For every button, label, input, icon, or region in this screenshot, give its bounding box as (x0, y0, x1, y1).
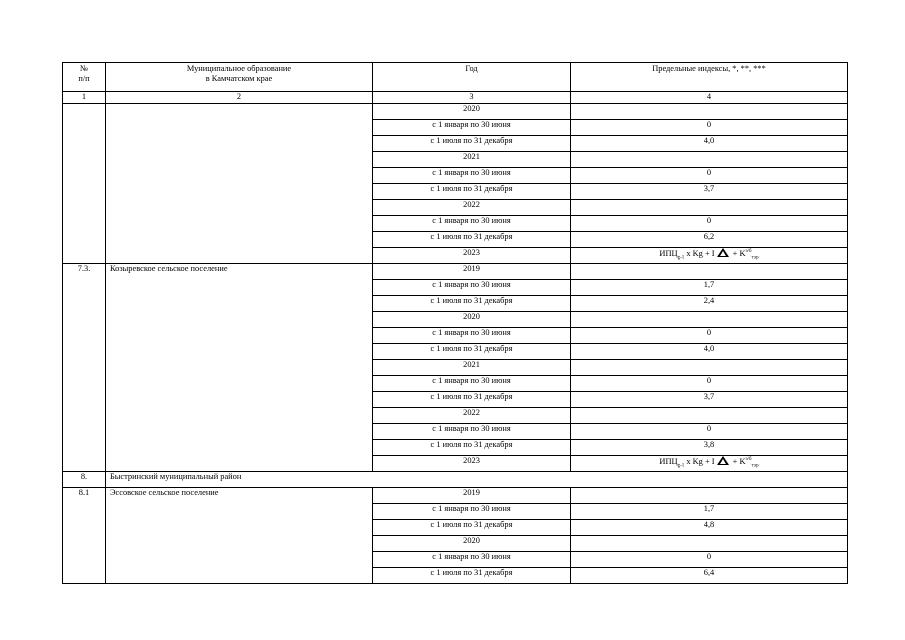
row-number-cell (63, 504, 106, 520)
header-number (63, 63, 106, 92)
row-number-cell (63, 216, 106, 232)
row-number-cell (63, 104, 106, 120)
row-number-cell (63, 392, 106, 408)
formula-sub: тэр (751, 463, 759, 469)
municipality-cell (106, 232, 373, 248)
formula-sub: тэр (751, 255, 759, 261)
municipality-cell (106, 328, 373, 344)
municipality-cell (106, 536, 373, 552)
year-cell: 2019 (373, 264, 571, 280)
index-formula-cell (571, 456, 848, 472)
index-value-cell (571, 536, 848, 552)
table-row (63, 296, 848, 312)
column-number: 2 (106, 92, 373, 104)
row-number-cell (63, 408, 106, 424)
index-value-cell (571, 200, 848, 216)
municipality-cell (106, 104, 373, 120)
municipality-cell (106, 216, 373, 232)
municipality-cell (106, 392, 373, 408)
municipality-cell (106, 408, 373, 424)
table-row (63, 312, 848, 328)
index-formula (659, 249, 759, 261)
index-value-cell (571, 264, 848, 280)
header-year: Год (373, 63, 571, 92)
header-municipality-line1: Муниципальное образование (186, 64, 292, 73)
year-cell: с 1 июля по 31 декабря (373, 344, 571, 360)
row-number-cell (63, 568, 106, 584)
header-municipality (106, 63, 373, 92)
municipality-cell (106, 248, 373, 264)
row-number-cell: 8. (63, 472, 106, 488)
year-cell: с 1 января по 30 июня (373, 424, 571, 440)
formula-part: x Kg + I (684, 457, 715, 466)
index-value-cell: 2,4 (571, 296, 848, 312)
delta-icon (717, 456, 729, 465)
index-value-cell (571, 104, 848, 120)
row-number-cell (63, 552, 106, 568)
formula-part: ИПЦ (659, 249, 678, 258)
row-number-cell (63, 120, 106, 136)
row-number-cell (63, 312, 106, 328)
table-row (63, 568, 848, 584)
table-row (63, 488, 848, 504)
row-number-cell (63, 184, 106, 200)
table-row (63, 408, 848, 424)
index-value-cell: 6,4 (571, 568, 848, 584)
table-row (63, 216, 848, 232)
table-row (63, 392, 848, 408)
formula-sup: э/б (745, 457, 752, 463)
row-number-cell (63, 168, 106, 184)
table-row (63, 184, 848, 200)
year-cell: с 1 июля по 31 декабря (373, 520, 571, 536)
year-cell: с 1 января по 30 июня (373, 120, 571, 136)
municipality-cell (106, 152, 373, 168)
index-formula (659, 457, 759, 469)
header-indices: Предельные индексы, *, **, *** (571, 63, 848, 92)
table-row (63, 264, 848, 280)
municipality-cell (106, 344, 373, 360)
index-value-cell: 0 (571, 216, 848, 232)
index-value-cell (571, 152, 848, 168)
index-value-cell (571, 360, 848, 376)
municipality-cell (106, 440, 373, 456)
index-formula-cell (571, 248, 848, 264)
row-number-cell (63, 248, 106, 264)
row-number-cell (63, 424, 106, 440)
year-cell: 2023 (373, 248, 571, 264)
table-header-row (63, 63, 848, 92)
municipality-cell (106, 360, 373, 376)
row-number-cell (63, 440, 106, 456)
table-row (63, 376, 848, 392)
formula-sub: g-1 (677, 463, 685, 469)
municipality-cell: Быстринский муниципальный район (106, 472, 848, 488)
table-row (63, 328, 848, 344)
table-row (63, 440, 848, 456)
municipality-cell (106, 552, 373, 568)
table-row (63, 552, 848, 568)
year-cell: с 1 июля по 31 декабря (373, 184, 571, 200)
year-cell: 2019 (373, 488, 571, 504)
index-value-cell: 0 (571, 376, 848, 392)
row-number-cell (63, 360, 106, 376)
municipality-cell: Козыревское сельское поселение (106, 264, 373, 280)
year-cell: 2020 (373, 312, 571, 328)
index-value-cell: 0 (571, 120, 848, 136)
row-number-cell: 7.3. (63, 264, 106, 280)
index-value-cell: 3,7 (571, 392, 848, 408)
row-number-cell (63, 232, 106, 248)
year-cell: 2022 (373, 408, 571, 424)
municipality-cell (106, 312, 373, 328)
index-value-cell: 4,0 (571, 344, 848, 360)
municipality-cell (106, 376, 373, 392)
table-row (63, 504, 848, 520)
municipality-cell (106, 520, 373, 536)
formula-part: x Kg + I (684, 249, 715, 258)
index-table (62, 62, 848, 584)
municipality-cell (106, 136, 373, 152)
table-row (63, 280, 848, 296)
row-number-cell (63, 152, 106, 168)
index-value-cell (571, 488, 848, 504)
year-cell: 2023 (373, 456, 571, 472)
table-row (63, 472, 848, 488)
row-number-cell (63, 136, 106, 152)
row-number-cell (63, 200, 106, 216)
year-cell: с 1 января по 30 июня (373, 376, 571, 392)
year-cell: с 1 января по 30 июня (373, 280, 571, 296)
table-row (63, 536, 848, 552)
formula-part: + K (730, 457, 746, 466)
index-value-cell: 4,0 (571, 136, 848, 152)
municipality-cell (106, 120, 373, 136)
header-number-line1: № (80, 64, 88, 73)
row-number-cell (63, 280, 106, 296)
index-value-cell: 4,8 (571, 520, 848, 536)
year-cell: с 1 января по 30 июня (373, 168, 571, 184)
table-row (63, 120, 848, 136)
year-cell: с 1 июля по 31 декабря (373, 136, 571, 152)
index-value-cell (571, 312, 848, 328)
header-municipality-line2: в Камчатском крае (205, 74, 273, 83)
municipality-cell (106, 184, 373, 200)
year-cell: 2021 (373, 152, 571, 168)
row-number-cell (63, 328, 106, 344)
table-row (63, 232, 848, 248)
row-number-cell (63, 296, 106, 312)
index-value-cell: 3,7 (571, 184, 848, 200)
index-value-cell: 3,8 (571, 440, 848, 456)
year-cell: с 1 января по 30 июня (373, 552, 571, 568)
table-row (63, 152, 848, 168)
row-number-cell (63, 456, 106, 472)
index-value-cell: 0 (571, 424, 848, 440)
year-cell: с 1 июля по 31 декабря (373, 392, 571, 408)
municipality-cell (106, 280, 373, 296)
index-value-cell: 0 (571, 328, 848, 344)
column-number-row (63, 92, 848, 104)
municipality-cell (106, 296, 373, 312)
index-value-cell: 1,7 (571, 504, 848, 520)
table-row (63, 104, 848, 120)
year-cell: с 1 июля по 31 декабря (373, 568, 571, 584)
row-number-cell: 8.1 (63, 488, 106, 504)
formula-sub: g-1 (677, 255, 685, 261)
table-row (63, 360, 848, 376)
column-number: 1 (63, 92, 106, 104)
row-number-cell (63, 520, 106, 536)
column-number: 4 (571, 92, 848, 104)
table-row (63, 456, 848, 472)
year-cell: с 1 июля по 31 декабря (373, 440, 571, 456)
year-cell: с 1 января по 30 июня (373, 328, 571, 344)
index-value-cell: 1,7 (571, 280, 848, 296)
municipality-cell (106, 456, 373, 472)
row-number-cell (63, 376, 106, 392)
year-cell: с 1 января по 30 июня (373, 504, 571, 520)
table-row (63, 520, 848, 536)
delta-icon (717, 248, 729, 257)
column-number: 3 (373, 92, 571, 104)
index-value-cell: 0 (571, 168, 848, 184)
year-cell: 2021 (373, 360, 571, 376)
municipality-cell (106, 424, 373, 440)
index-value-cell: 6,2 (571, 232, 848, 248)
formula-sup: э/б (745, 249, 752, 255)
year-cell: с 1 июля по 31 декабря (373, 232, 571, 248)
row-number-cell (63, 344, 106, 360)
table-body (63, 63, 848, 584)
year-cell: с 1 января по 30 июня (373, 216, 571, 232)
municipality-cell (106, 168, 373, 184)
table-row (63, 344, 848, 360)
table-row (63, 248, 848, 264)
row-number-cell (63, 536, 106, 552)
table-row (63, 136, 848, 152)
formula-part: ИПЦ (659, 457, 678, 466)
year-cell: 2020 (373, 536, 571, 552)
header-number-line2: п/п (78, 74, 90, 83)
municipality-cell: Эссовское сельское поселение (106, 488, 373, 504)
municipality-cell (106, 504, 373, 520)
year-cell: 2020 (373, 104, 571, 120)
municipality-cell (106, 200, 373, 216)
table-row (63, 424, 848, 440)
index-value-cell: 0 (571, 552, 848, 568)
municipality-cell (106, 568, 373, 584)
table-row (63, 168, 848, 184)
formula-part: + K (730, 249, 746, 258)
table-row (63, 200, 848, 216)
year-cell: с 1 июля по 31 декабря (373, 296, 571, 312)
index-value-cell (571, 408, 848, 424)
year-cell: 2022 (373, 200, 571, 216)
